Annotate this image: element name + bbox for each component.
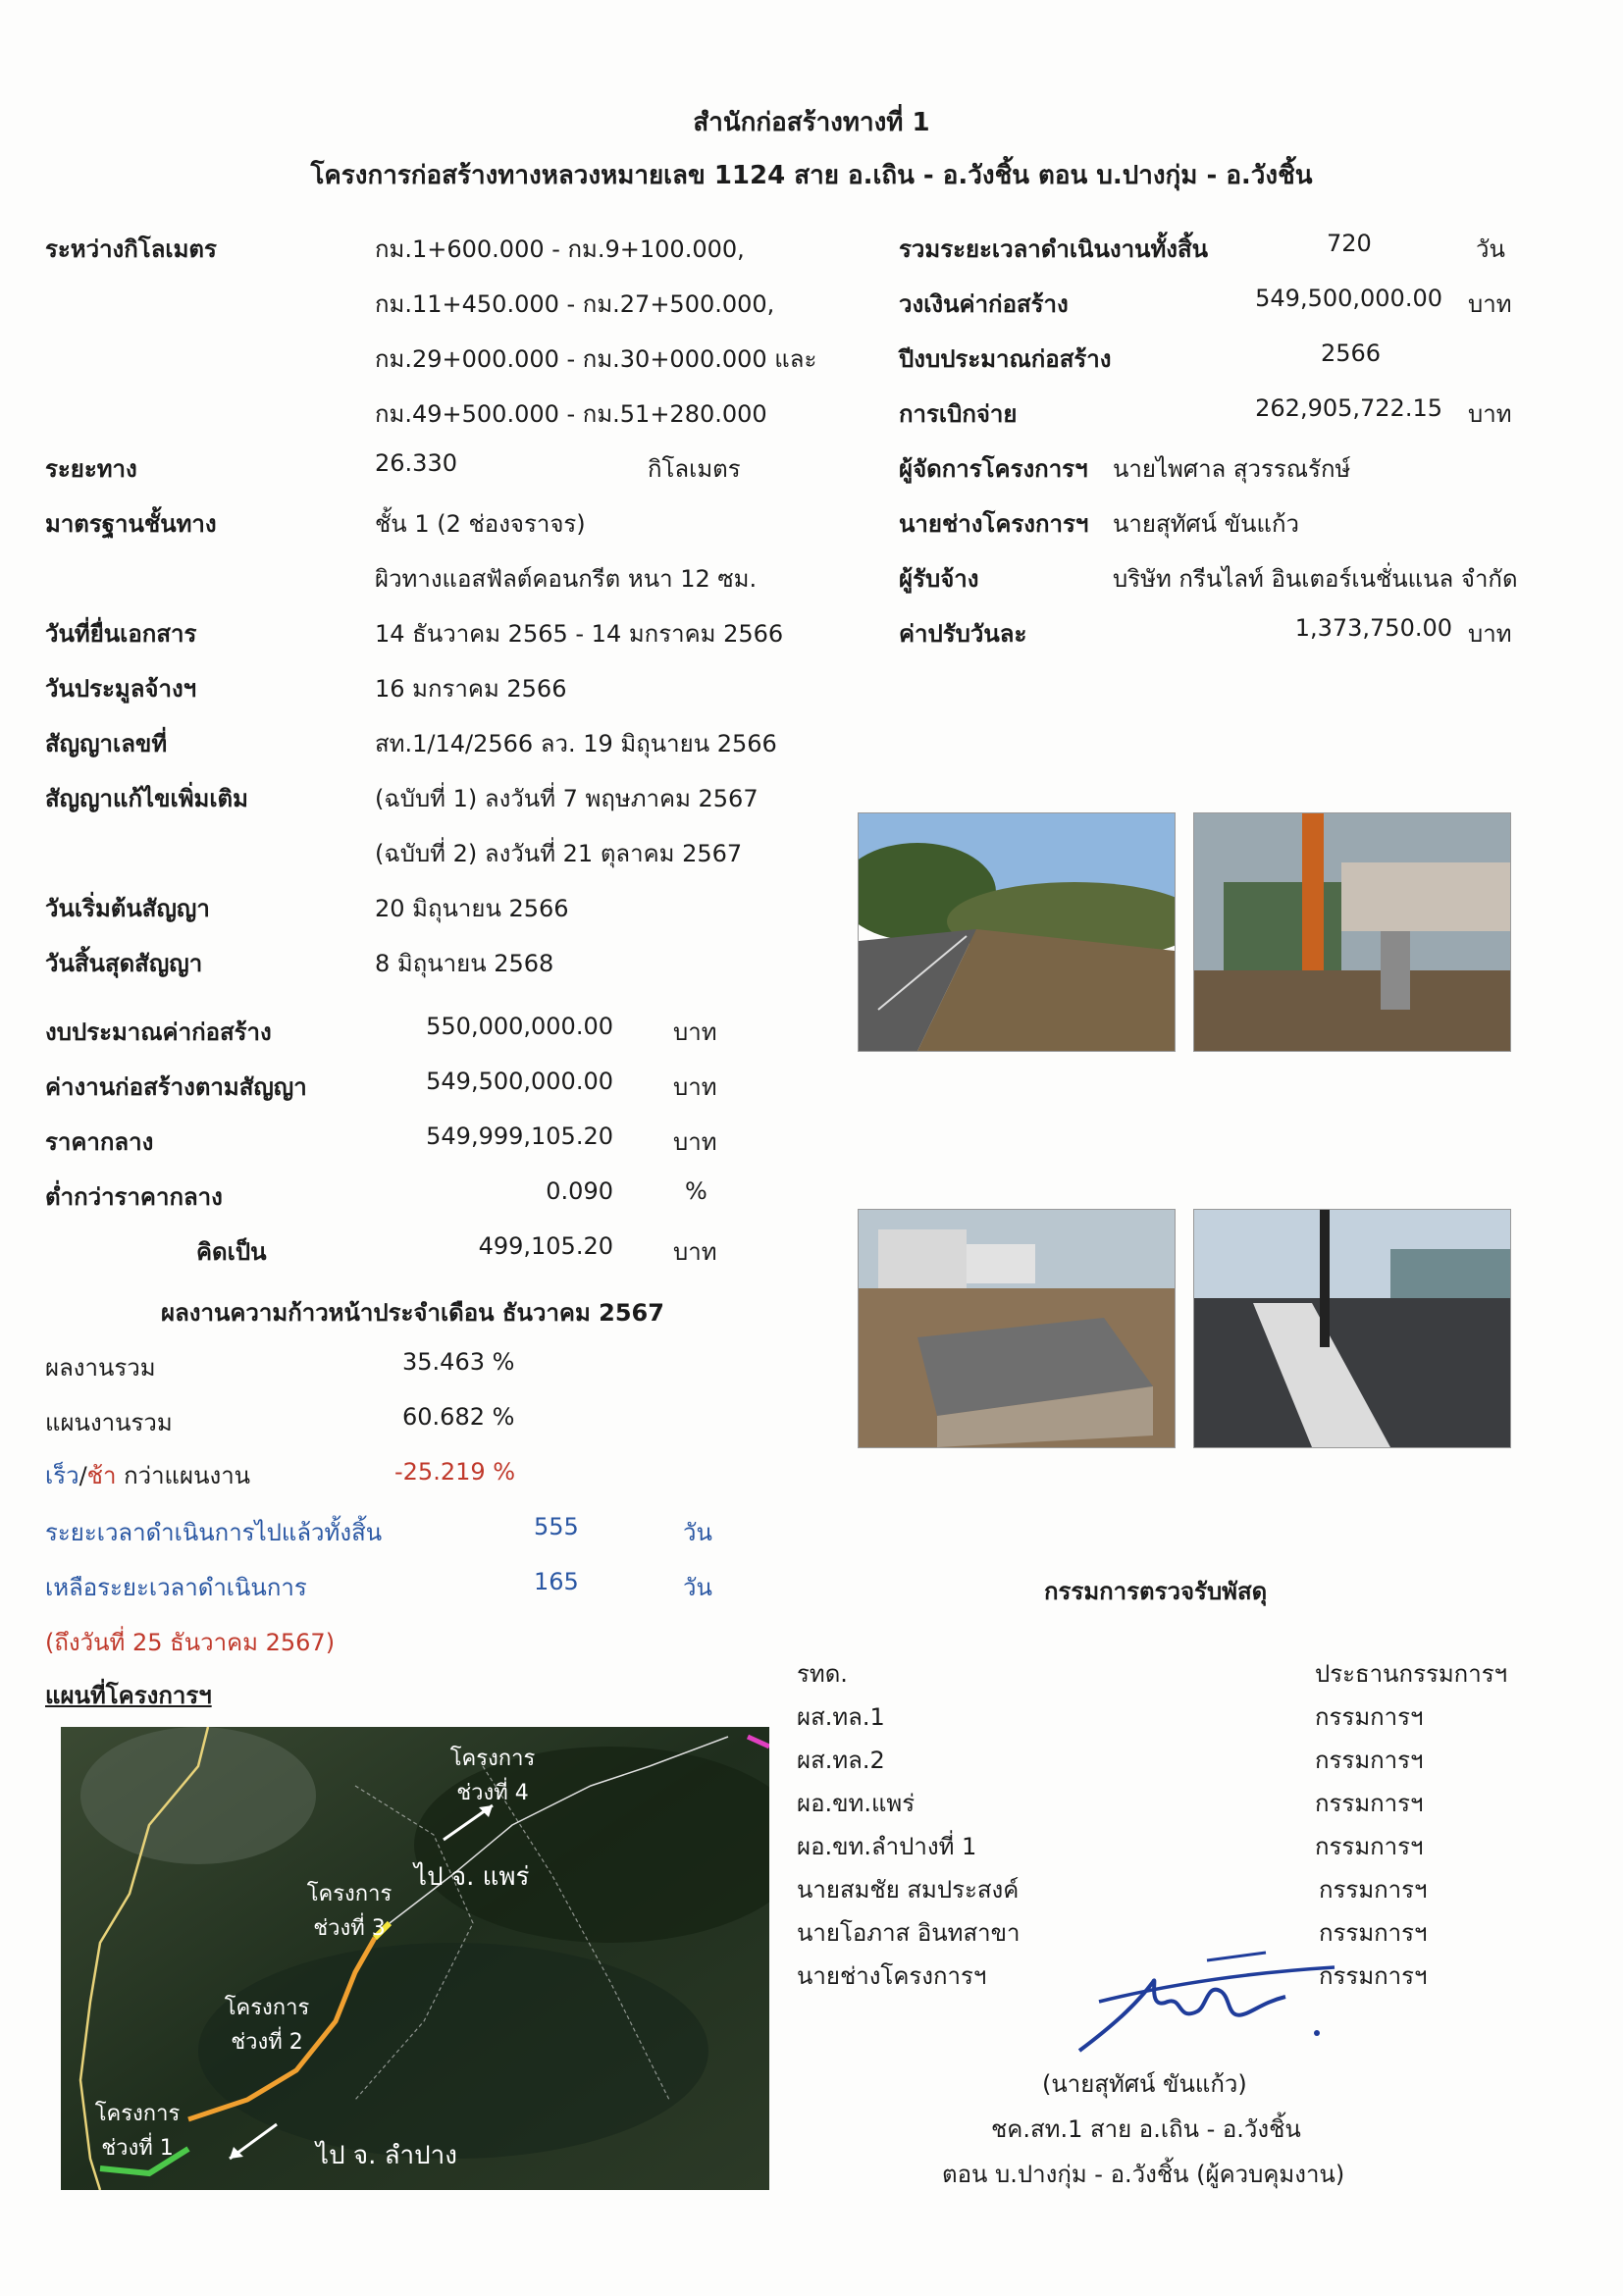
contract-cost-value: 549,500,000.00 <box>426 1068 613 1095</box>
fast-slow-label <box>45 1456 250 1494</box>
equiv-unit: บาท <box>673 1238 717 1266</box>
fy-value: 2566 <box>1321 339 1382 367</box>
distance-label: ระยะทาง <box>45 455 137 483</box>
contractor-label: ผู้รับจ้าง <box>899 565 979 593</box>
site-photo-4 <box>1193 1209 1511 1448</box>
duration-label: รวมระยะเวลาดำเนินงานทั้งสิ้น <box>899 235 1209 263</box>
submit-label: วันที่ยื่นเอกสาร <box>45 620 197 648</box>
slash: / <box>79 1462 87 1489</box>
submit-value: 14 ธันวาคม 2565 - 14 มกราคม 2566 <box>375 620 784 648</box>
standard-label: มาตรฐานชั้นทาง <box>45 510 217 538</box>
fine-unit: บาท <box>1468 620 1512 648</box>
diff-value: -25.219 % <box>394 1458 516 1486</box>
member-role-4: กรรมการฯ <box>1315 1790 1424 1817</box>
contract-cost-unit: บาท <box>673 1073 717 1101</box>
map-label-phase1 <box>79 2096 196 2165</box>
duration-unit: วัน <box>1476 235 1505 263</box>
member-name-5: ผอ.ขท.ลำปางที่ 1 <box>797 1833 977 1860</box>
disbursement-unit: บาท <box>1468 400 1512 428</box>
member-role-6: กรรมการฯ <box>1319 1876 1428 1904</box>
end-value: 8 มิถุนายน 2568 <box>375 950 554 977</box>
end-label: วันสิ้นสุดสัญญา <box>45 950 203 977</box>
member-role-3: กรรมการฯ <box>1315 1747 1424 1774</box>
contract-cost-label: ค่างานก่อสร้างตามสัญญา <box>45 1073 307 1101</box>
signer-name: (นายสุทัศน์ ขันแก้ว) <box>1042 2070 1247 2098</box>
distance-value: 26.330 <box>375 449 457 477</box>
fast-word: เร็ว <box>45 1462 79 1489</box>
committee-title: กรรมการตรวจรับพัสดุ <box>1044 1578 1268 1605</box>
fine-value: 1,373,750.00 <box>1294 614 1452 642</box>
map-label-phase4-line2: ช่วงที่ 4 <box>456 1781 529 1805</box>
elapsed-label: ระยะเวลาดำเนินการไปแล้วทั้งสิ้น <box>45 1519 383 1546</box>
amend-label: สัญญาแก้ไขเพิ่มเติม <box>45 785 248 812</box>
km-label: ระหว่างกิโลเมตร <box>45 235 217 263</box>
standard-value-1: ชั้น 1 (2 ช่องจราจร) <box>375 510 586 538</box>
median-unit: บาท <box>673 1128 717 1156</box>
site-photo-1 <box>858 812 1176 1052</box>
member-name-6: นายสมชัย สมประสงค์ <box>797 1876 1020 1904</box>
member-name-8: นายช่างโครงการฯ <box>797 1962 987 1990</box>
map-label-phase2-line1: โครงการ <box>224 1996 310 2020</box>
below-unit: % <box>685 1177 707 1205</box>
actual-value: 35.463 % <box>402 1348 515 1376</box>
pm-value: นายไพศาล สุวรรณรักษ์ <box>1113 455 1351 483</box>
auction-label: วันประมูลจ้างฯ <box>45 675 197 703</box>
map-label-phase2-line2: ช่วงที่ 2 <box>231 2030 303 2055</box>
contract-label: สัญญาเลขที่ <box>45 730 168 757</box>
member-role-7: กรรมการฯ <box>1319 1919 1428 1947</box>
fy-label: ปีงบประมาณก่อสร้าง <box>899 345 1112 373</box>
signature <box>1060 1943 1344 2070</box>
engineer-value: นายสุทัศน์ ขันแก้ว <box>1113 510 1299 538</box>
auction-value: 16 มกราคม 2566 <box>375 675 567 703</box>
project-title: โครงการก่อสร้างทางหลวงหมายเลข 1124 สาย อ.เถิน - อ.วังชิ้น ตอน บ.ปางกุ่ม - อ.วังชิ้น <box>310 161 1313 190</box>
map-title: แผนที่โครงการฯ <box>45 1682 212 1709</box>
engineer-label: นายช่างโครงการฯ <box>899 510 1089 538</box>
map-label-phase3-line2: ช่วงที่ 3 <box>313 1916 386 1941</box>
map-to-phrae: ไป จ. แพร่ <box>414 1862 530 1892</box>
contract-value: สท.1/14/2566 ลว. 19 มิถุนายน 2566 <box>375 730 777 757</box>
equiv-value: 499,105.20 <box>478 1232 613 1260</box>
plan-label: แผนงานรวม <box>45 1409 173 1436</box>
plan-value: 60.682 % <box>402 1403 515 1431</box>
km-line-2: กม.11+450.000 - กม.27+500.000, <box>375 290 775 318</box>
pm-label: ผู้จัดการโครงการฯ <box>899 455 1088 483</box>
map-label-phase3 <box>290 1876 408 1945</box>
credit-label: วงเงินค่าก่อสร้าง <box>899 290 1069 318</box>
standard-value-2: ผิวทางแอสฟัลต์คอนกรีต หนา 12 ซม. <box>375 565 758 593</box>
slow-word: ช้า <box>86 1462 117 1489</box>
remain-label: เหลือระยะเวลาดำเนินการ <box>45 1574 307 1601</box>
km-line-1: กม.1+600.000 - กม.9+100.000, <box>375 235 745 263</box>
member-name-4: ผอ.ขท.แพร่ <box>797 1790 916 1817</box>
amend-value-2: (ฉบับที่ 2) ลงวันที่ 21 ตุลาคม 2567 <box>375 840 743 867</box>
below-value: 0.090 <box>546 1177 613 1205</box>
contractor-value: บริษัท กรีนไลท์ อินเตอร์เนชั่นแนล จำกัด <box>1113 565 1518 593</box>
disbursement-value: 262,905,722.15 <box>1255 394 1442 422</box>
project-map <box>61 1727 769 2190</box>
start-value: 20 มิถุนายน 2566 <box>375 895 569 922</box>
member-role-5: กรรมการฯ <box>1315 1833 1424 1860</box>
member-name-1: รทด. <box>797 1660 848 1688</box>
km-line-4: กม.49+500.000 - กม.51+280.000 <box>375 400 767 428</box>
site-photo-2 <box>1193 812 1511 1052</box>
distance-unit: กิโลเมตร <box>648 455 741 483</box>
asof-date: (ถึงวันที่ 25 ธันวาคม 2567) <box>45 1629 336 1656</box>
member-role-1: ประธานกรรมการฯ <box>1315 1660 1508 1688</box>
duration-value: 720 <box>1327 230 1372 257</box>
map-label-phase4-line1: โครงการ <box>449 1747 536 1771</box>
fine-label: ค่าปรับวันละ <box>899 620 1027 648</box>
credit-value: 549,500,000.00 <box>1255 285 1442 312</box>
median-value: 549,999,105.20 <box>426 1122 613 1150</box>
office-title: สำนักก่อสร้างทางที่ 1 <box>693 108 930 137</box>
median-label: ราคากลาง <box>45 1128 154 1156</box>
member-role-8: กรรมการฯ <box>1319 1962 1428 1990</box>
budget-value: 550,000,000.00 <box>426 1013 613 1040</box>
member-name-7: นายโอภาส อินทสาขา <box>797 1919 1021 1947</box>
map-to-lampang: ไป จ. ลำปาง <box>316 2141 457 2170</box>
budget-unit: บาท <box>673 1018 717 1046</box>
map-label-phase4 <box>434 1741 551 1809</box>
remain-value: 165 <box>534 1568 579 1595</box>
map-label-phase1-line1: โครงการ <box>94 2102 181 2126</box>
elapsed-unit: วัน <box>683 1519 712 1546</box>
map-label-phase1-line2: ช่วงที่ 1 <box>101 2136 174 2161</box>
budget-label: งบประมาณค่าก่อสร้าง <box>45 1018 272 1046</box>
disbursement-label: การเบิกจ่าย <box>899 400 1018 428</box>
vs-plan: กว่าแผนงาน <box>116 1462 251 1489</box>
km-line-3: กม.29+000.000 - กม.30+000.000 และ <box>375 345 817 373</box>
member-name-2: ผส.ทล.1 <box>797 1703 885 1731</box>
equiv-label: คิดเป็น <box>196 1238 267 1266</box>
amend-value-1: (ฉบับที่ 1) ลงวันที่ 7 พฤษภาคม 2567 <box>375 785 759 812</box>
member-name-3: ผส.ทล.2 <box>797 1747 885 1774</box>
signer-position-2: ตอน บ.ปางกุ่ม - อ.วังชิ้น (ผู้ควบคุมงาน) <box>942 2161 1345 2188</box>
map-label-phase3-line1: โครงการ <box>306 1882 393 1906</box>
signer-position-1: ชค.สท.1 สาย อ.เถิน - อ.วังชิ้น <box>991 2115 1301 2143</box>
below-label: ต่ำกว่าราคากลาง <box>45 1183 223 1211</box>
elapsed-value: 555 <box>534 1513 579 1540</box>
progress-title: ผลงานความก้าวหน้าประจำเดือน ธันวาคม 2567 <box>161 1299 664 1327</box>
remain-unit: วัน <box>683 1574 712 1601</box>
site-photo-3 <box>858 1209 1176 1448</box>
map-label-phase2 <box>208 1990 326 2059</box>
member-role-2: กรรมการฯ <box>1315 1703 1424 1731</box>
credit-unit: บาท <box>1468 290 1512 318</box>
actual-label: ผลงานรวม <box>45 1354 156 1382</box>
start-label: วันเริ่มต้นสัญญา <box>45 895 210 922</box>
